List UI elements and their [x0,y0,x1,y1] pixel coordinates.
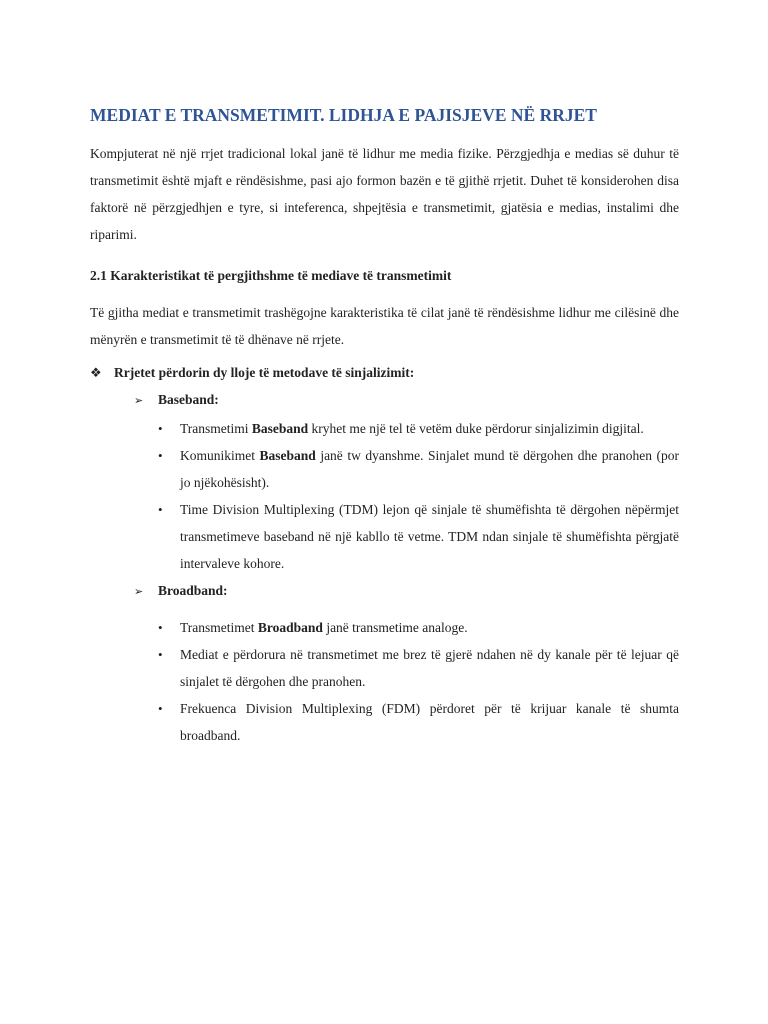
baseband-heading [134,386,679,415]
list-item [158,442,679,496]
document-title: MEDIAT E TRANSMETIMIT. LIDHJA E PAJISJEVE NË RRJET [90,105,597,125]
signaling-methods-label: Rrjetet përdorin dy lloje të metodave të sinjalizimit: [114,365,415,380]
baseband-heading-label: Baseband: [158,392,219,407]
section-heading: 2.1 Karakteristikat të pergjithshme të mediave të transmetimit [90,268,452,283]
bullet-icon: • [158,647,163,662]
bullet-icon: • [158,448,163,463]
broadband-heading [134,577,679,606]
bullet-icon: • [158,620,163,635]
baseband-list [158,415,679,577]
signaling-methods-heading [90,359,679,386]
list-item-text: Time Division Multiplexing (TDM) lejon që sinjale të shumëfishta të dërgohen nëpërmjet transmetimeve baseband në një kabllo të vetme. TDM ndan sinjale të shumëfishta përgjatë intervaleve kohore. [180,502,679,571]
arrow-bullet-icon: ➢ [134,586,144,598]
list-item [158,415,679,442]
list-item [158,496,679,577]
section-paragraph: Të gjitha mediat e transmetimit trashëgojne karakteristika të cilat janë të rëndësishme lidhur me cilësinë dhe mënyrën e transmetimit të të dhënave në rrjete. [90,305,679,347]
list-item-text: Frekuenca Division Multiplexing (FDM) përdoret për të krijuar kanale të shumta broadband. [180,701,679,743]
bullet-icon: • [158,502,163,517]
list-item [158,641,679,695]
arrow-bullet-icon: ➢ [134,395,144,407]
list-item-text: Komunikimet Baseband janë tw dyanshme. Sinjalet mund të dërgohen dhe pranohen (por jo njëkohësisht). [180,448,679,490]
broadband-heading-label: Broadband: [158,583,228,598]
list-item [158,695,679,749]
bullet-icon: • [158,701,163,716]
bullet-icon: • [158,421,163,436]
list-item [158,614,679,641]
broadband-list [158,614,679,749]
intro-paragraph: Kompjuterat në një rrjet tradicional lokal janë të lidhur me media fizike. Përzgjedhja e medias së duhur të transmetimit është mjaft e rëndësishme, pasi ajo formon bazën e të gjithë rrjetit. Duhet të konsiderohen disa faktorë në përzgjedhjen e tyre, si inteferenca, shpejtësia e transmetimit, gjatësia e medias, instalimi dhe riparimi. [90,146,679,242]
list-item-text: Transmetimet Broadband janë transmetime analoge. [180,620,468,635]
document-page [90,100,679,749]
list-item-text: Mediat e përdorura në transmetimet me brez të gjerë ndahen në dy kanale për të lejuar që sinjalet të dërgohen dhe pranohen. [180,647,679,689]
diamond-bullet-icon: ❖ [90,365,102,380]
list-item-text: Transmetimi Baseband kryhet me një tel të vetëm duke përdorur sinjalizimin digjital. [180,421,644,436]
